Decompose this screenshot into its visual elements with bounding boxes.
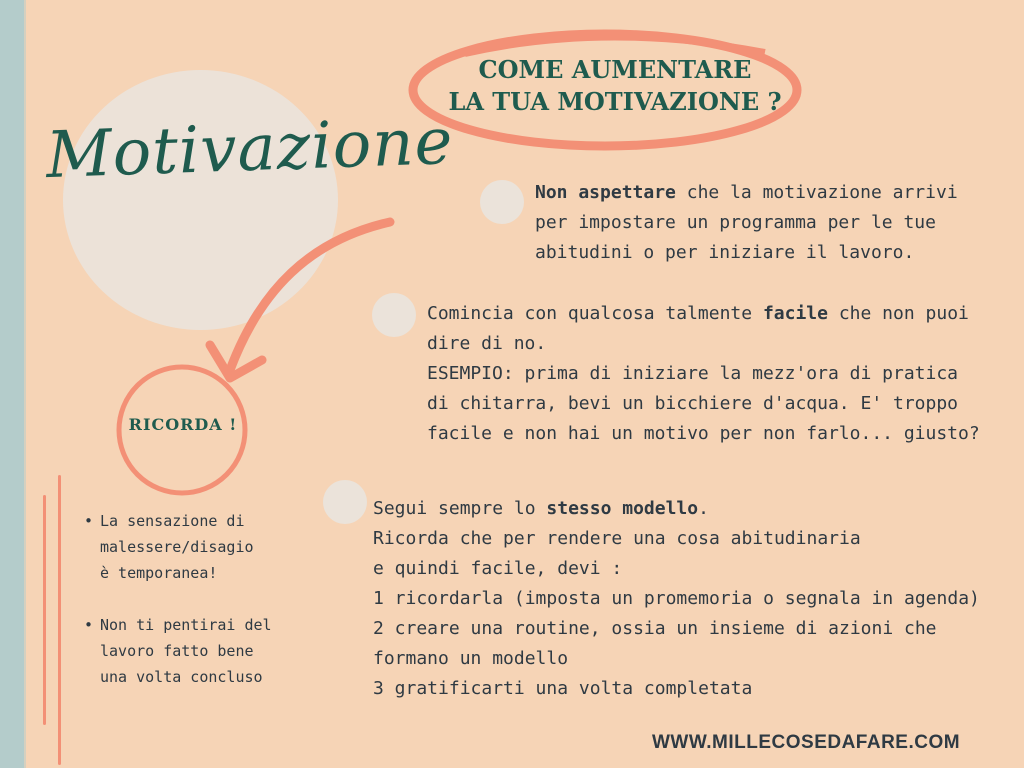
tip-3-dot [323, 480, 367, 524]
tip-2-pre: Comincia con qualcosa talmente [427, 303, 763, 324]
ricorda-label: RICORDA ! [128, 415, 238, 434]
note-1-text: La sensazione di malessere/disagio è temporanea! [100, 512, 254, 582]
tip-3-text: . Ricorda che per rendere una cosa abitudinaria e quindi facile, devi : 1 ricordarla (imposta un promemoria o segnala in agenda) 2 creare una routine, ossia un insieme di azioni che formano un modello 3 gratificarti una volta completata [373, 498, 980, 699]
headline-line-2: LA TUA MOTIVAZIONE ? [448, 87, 782, 116]
divider-line-2 [58, 475, 61, 765]
tip-1-bold: Non aspettare [535, 182, 676, 203]
divider-line-1 [43, 495, 46, 725]
tip-3-bold: stesso modello [546, 498, 699, 519]
tip-1-dot [480, 180, 524, 224]
note-item [84, 508, 314, 586]
page-title: Motivazione [44, 104, 455, 194]
headline-line-1: COME AUMENTARE [478, 55, 752, 84]
tip-2-bold: facile [762, 303, 828, 324]
tip-1-text: che la motivazione arrivi per impostare un programma per le tue abitudini o per iniziare il lavoro. [535, 182, 958, 263]
tip-2 [427, 299, 1022, 449]
note-2-text: Non ti pentirai del lavoro fatto bene una volta concluso [100, 616, 272, 686]
tip-1 [535, 178, 1015, 268]
tip-2-text: che non puoi dire di no. ESEMPIO: prima di iniziare la mezz'ora di pratica di chitarra, bevi un bicchiere d'acqua. E' troppo facile e non hai un motivo per non farlo... giusto? [427, 303, 980, 444]
headline [420, 54, 810, 118]
note-item [84, 612, 314, 690]
tip-3 [373, 494, 1018, 704]
website-url: WWW.MILLECOSEDAFARE.COM [652, 732, 961, 753]
left-stripe [0, 0, 26, 768]
tip-3-pre: Segui sempre lo [373, 498, 547, 519]
left-stripe-edge [24, 0, 30, 768]
notes-list [84, 508, 314, 716]
